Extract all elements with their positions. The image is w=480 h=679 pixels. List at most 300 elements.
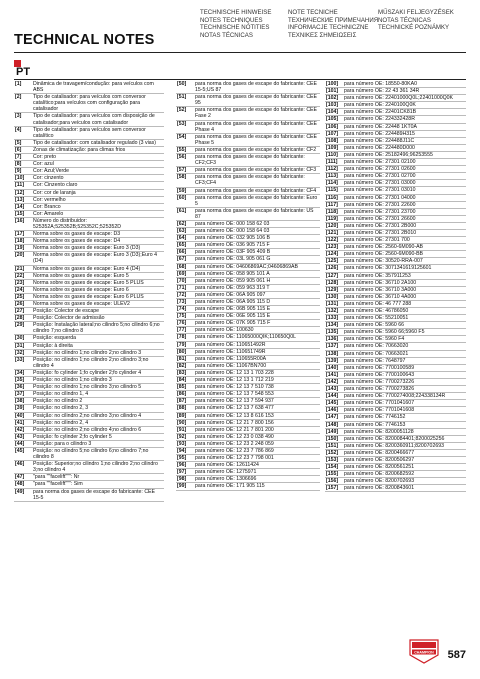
- note-text: para número OE: 171 905 115: [195, 483, 265, 490]
- note-number: [144]: [326, 393, 339, 400]
- note-number: [65]: [177, 242, 187, 249]
- note-text: para número OE: 8200843601: [344, 485, 415, 492]
- note-text: Posição: à direita: [33, 342, 73, 349]
- note-number: [67]: [177, 256, 187, 263]
- note-row: [325, 209, 466, 216]
- note-number: [82]: [177, 362, 187, 369]
- note-text: para número OE: 27301 2B000: [344, 222, 417, 229]
- note-text: para número OE: 000 158 62 03: [195, 220, 270, 227]
- note-text: Cor: Branco: [33, 203, 61, 210]
- note-text: para norma dos gases de escape do fabricante: CEE Phase 5: [195, 133, 317, 146]
- header-line: NOTES TECHNIQUES: [200, 16, 263, 24]
- note-row: [176, 264, 320, 271]
- note-text: para número OE: 7746152: [344, 414, 406, 421]
- note-number: [89]: [177, 412, 187, 419]
- note-number: [50]: [177, 81, 187, 87]
- note-text: para número OE: 110651492R: [195, 341, 266, 348]
- note-row: [176, 285, 320, 292]
- note-text: Posição: Colector de admissão: [33, 315, 105, 322]
- note-text: para número OE: 036 905 715 F: [195, 242, 270, 249]
- note-text: para norma dos gases de escape do fabricante: CEE 15-5;US 87: [195, 81, 317, 94]
- note-row: [14, 294, 164, 301]
- note-text: para número OE: 27301 03000: [344, 180, 416, 187]
- note-row: [176, 147, 320, 154]
- note-text: para norma dos gases de escape do fabricante: CF2: [195, 146, 317, 153]
- note-text: para número OE: 27301 23700: [344, 208, 416, 215]
- note-number: [115]: [326, 187, 338, 194]
- note-row: [14, 481, 164, 488]
- note-number: [111]: [326, 159, 338, 166]
- note-number: [55]: [177, 146, 187, 153]
- note-number: [125]: [326, 258, 339, 265]
- note-text: para número OE: 7746153: [344, 421, 406, 428]
- note-row: [176, 391, 320, 398]
- note-number: [85]: [177, 384, 187, 391]
- note-text: para número OE: 36710 2A100: [344, 279, 417, 286]
- note-number: [101]: [326, 88, 339, 95]
- note-row: [14, 343, 164, 350]
- note-text: para número OE: 27301 02700: [344, 173, 416, 180]
- note-row: [176, 420, 320, 427]
- note-number: [30]: [15, 335, 25, 342]
- note-number: [95]: [177, 455, 187, 462]
- note-text: para número OE: 058 905 101 A: [195, 270, 270, 277]
- note-number: [2]: [15, 94, 22, 101]
- note-text: para número OE: 46786050: [344, 308, 409, 314]
- note-text: Cor: Azul;Verde: [33, 168, 70, 175]
- note-number: [113]: [326, 173, 338, 180]
- note-text: para norma dos gases de escape do fabricante: CF3;CF4: [195, 174, 305, 187]
- note-text: para número OE: 7700273226: [344, 378, 415, 385]
- note-number: [84]: [177, 377, 187, 384]
- note-row: [14, 474, 164, 481]
- note-text: para número OE: 18550-80KA0: [344, 81, 417, 87]
- note-number: [148]: [326, 421, 339, 428]
- note-number: [15]: [15, 210, 25, 217]
- note-number: [157]: [326, 485, 339, 492]
- note-row: [14, 266, 164, 273]
- note-row: [325, 180, 466, 187]
- note-text: para número OE: 12 21 7 800 156: [195, 419, 274, 426]
- note-number: [109]: [326, 144, 339, 151]
- note-text: para número OE: 12 23 2 248 059: [195, 440, 274, 447]
- note-text: para número OE: 22401000Q0L;22401000Q0K: [344, 95, 454, 102]
- note-number: [18]: [15, 238, 25, 245]
- note-text: para número OE: 27301 700: [344, 237, 410, 244]
- note-row: [325, 365, 466, 372]
- note-row: [325, 301, 466, 308]
- note-number: [140]: [326, 364, 339, 371]
- note-row: [325, 329, 466, 336]
- note-number: [91]: [177, 426, 187, 433]
- note-text: Norma sobre os gases de escape: Euro 6 PLUS: [33, 293, 144, 300]
- note-row: [325, 265, 466, 272]
- note-row: [325, 372, 466, 379]
- note-number: [59]: [177, 187, 187, 194]
- note-row: [176, 195, 320, 208]
- note-text: para número OE: 8200682592: [344, 471, 415, 478]
- note-row: [14, 391, 164, 398]
- note-row: [14, 94, 164, 113]
- note-number: [124]: [326, 251, 339, 258]
- note-text: Posição: Colector de escape: [33, 308, 100, 315]
- note-row: [176, 427, 320, 434]
- note-number: [92]: [177, 433, 187, 440]
- note-row: [176, 256, 320, 263]
- note-number: [23]: [15, 279, 25, 286]
- note-row: [14, 231, 164, 238]
- note-row: [14, 287, 164, 294]
- note-text: Posição: fo cylinder 1;fo cylinder 2;fo cylinder 4: [33, 369, 142, 376]
- note-number: [136]: [326, 336, 339, 343]
- header-line: TECHNISCHE HINWEISE: [200, 9, 272, 16]
- note-text: para número OE: 100630: [195, 327, 254, 334]
- note-row: [325, 351, 466, 358]
- note-text: Dinâmica de travagem/condução: para veículos com ABS: [33, 81, 154, 94]
- note-row: [325, 195, 466, 202]
- note-text: para número OE: 06E 905 115 E: [195, 313, 271, 320]
- notes-column-1: [14, 81, 164, 502]
- note-row: [176, 235, 320, 242]
- note-number: [39]: [15, 405, 25, 412]
- language-code: PT: [16, 66, 31, 78]
- note-row: [176, 174, 320, 187]
- note-text: Norma sobre os gases de escape: ULEV2: [33, 301, 130, 307]
- page-title: TECHNICAL NOTES: [14, 32, 155, 48]
- note-text: para norma dos gases de escape do fabricante: US 87: [195, 207, 314, 220]
- note-text: para número OE: 8200702693: [344, 478, 415, 485]
- note-text: para norma dos gases de escape do fabricante: CF4: [195, 187, 317, 194]
- note-text: para número OE: 03F 905 409 B: [195, 249, 271, 256]
- note-row: [14, 441, 164, 448]
- note-number: [47]: [15, 474, 25, 481]
- note-row: [14, 301, 164, 308]
- note-number: [10]: [15, 175, 25, 182]
- note-text: para número OE: 27301 02100: [344, 159, 416, 166]
- note-number: [112]: [326, 166, 338, 173]
- note-text: para número OE: 12 13 7 510 738: [195, 384, 274, 391]
- note-row: [176, 476, 320, 483]
- note-number: [135]: [326, 329, 339, 336]
- note-row: [176, 221, 320, 228]
- note-row: [14, 147, 164, 154]
- note-row: [176, 121, 320, 134]
- note-number: [35]: [15, 377, 25, 384]
- note-number: [66]: [177, 249, 187, 256]
- note-text: para número OE: 12611424: [195, 462, 259, 469]
- note-text: para número OE: 224480D000: [344, 144, 415, 151]
- note-number: [126]: [326, 265, 339, 272]
- note-number: [81]: [177, 355, 187, 362]
- note-number: [105]: [326, 116, 339, 123]
- note-row: [325, 436, 466, 443]
- note-number: [100]: [326, 81, 339, 87]
- note-number: [94]: [177, 447, 187, 454]
- note-row: [325, 393, 466, 400]
- note-text: para número OE: 11067BN700: [195, 362, 267, 369]
- note-text: para número OE: 07K 905 715 F: [195, 320, 271, 327]
- note-text: para número OE: 224488J11C: [344, 137, 415, 144]
- note-number: [93]: [177, 440, 187, 447]
- note-text: para número OE: 55210051: [344, 315, 409, 322]
- note-number: [153]: [326, 456, 339, 463]
- note-number: [7]: [15, 154, 22, 161]
- note-number: [31]: [15, 342, 25, 349]
- note-number: [54]: [177, 133, 187, 140]
- note-number: [45]: [15, 447, 25, 454]
- note-row: [325, 443, 466, 450]
- note-number: [64]: [177, 235, 187, 242]
- note-number: [122]: [326, 237, 339, 244]
- note-number: [97]: [177, 469, 187, 476]
- header-col-2: [288, 9, 378, 39]
- note-text: Posição: no cilindro 1, 4: [33, 391, 89, 398]
- note-text: para número OE: 36710 3A000: [344, 286, 417, 293]
- note-text: para número OE: 36710 4A000: [344, 293, 417, 300]
- note-number: [33]: [15, 356, 25, 363]
- note-number: [28]: [15, 315, 25, 322]
- note-number: [12]: [15, 189, 25, 196]
- note-row: [325, 131, 466, 138]
- note-number: [49]: [15, 488, 25, 495]
- note-row: [14, 335, 164, 342]
- note-number: [156]: [326, 478, 339, 485]
- note-text: Norma sobre os gases de escape: Euro 3 (D3): [33, 245, 141, 252]
- note-number: [103]: [326, 102, 339, 109]
- note-text: para número OE: 7700274008;224338134R: [344, 393, 446, 400]
- note-number: [41]: [15, 419, 25, 426]
- note-row: [325, 251, 466, 258]
- note-row: [14, 161, 164, 168]
- note-text: Norma sobre os gases de escape: Euro 4 (D4): [33, 265, 141, 272]
- note-row: [14, 190, 164, 197]
- note-text: para número OE: 357911253: [344, 272, 411, 279]
- note-number: [60]: [177, 194, 187, 201]
- note-number: [114]: [326, 180, 338, 187]
- note-number: [80]: [177, 348, 187, 355]
- note-text: para número OE: 04606869AC;04606869AB: [195, 263, 298, 270]
- note-row: [176, 377, 320, 384]
- note-row: [176, 327, 320, 334]
- note-number: [155]: [326, 471, 339, 478]
- note-text: Tipo de catalisador: para veículos com conversor catalítico;para veículos com configuração para catalisador: [33, 94, 146, 113]
- note-number: [20]: [15, 252, 25, 259]
- note-number: [131]: [326, 300, 339, 307]
- note-number: [147]: [326, 414, 339, 421]
- note-row: [14, 182, 164, 189]
- note-number: [96]: [177, 462, 187, 469]
- note-row: [325, 400, 466, 407]
- header-line: MŰSZAKI FELJEGYZÉSEK: [378, 9, 454, 16]
- note-text: Cor: azul: [33, 161, 54, 168]
- note-text: para número OE: 7700100643: [344, 371, 415, 378]
- note-row: [14, 322, 164, 335]
- note-row: [325, 336, 466, 343]
- note-number: [25]: [15, 293, 25, 300]
- note-number: [98]: [177, 476, 187, 483]
- note-number: [68]: [177, 263, 187, 270]
- note-row: [176, 134, 320, 147]
- note-row: [325, 379, 466, 386]
- note-row: [176, 81, 320, 94]
- note-text: para número OE: 12 13 1 703 228: [195, 369, 274, 376]
- note-row: [325, 280, 466, 287]
- note-row: [14, 413, 164, 420]
- note-number: [27]: [15, 308, 25, 315]
- note-text: para número OE: 46 777 288: [344, 300, 412, 307]
- note-number: [71]: [177, 284, 187, 291]
- note-row: [176, 342, 320, 349]
- note-number: [63]: [177, 228, 187, 235]
- note-text: para número OE: 70663021: [344, 350, 409, 357]
- note-number: [127]: [326, 272, 339, 279]
- note-text: para número OE: 7700273826: [344, 386, 415, 393]
- note-number: [14]: [15, 203, 25, 210]
- note-row: [14, 168, 164, 175]
- note-text: Tipo de catalisador: para veículos sem conversor catalítico: [33, 126, 146, 139]
- note-row: [14, 218, 164, 231]
- note-row: [176, 94, 320, 107]
- note-number: [44]: [15, 440, 25, 447]
- note-row: [14, 489, 164, 502]
- note-text: para número OE: 110655R00A: [195, 355, 267, 362]
- note-number: [146]: [326, 407, 339, 414]
- note-text: Posição: Instalação lateral;no cilindro 5;no cilindro 6;no cilindro 7;no cilindro 8: [33, 322, 160, 335]
- note-row: [325, 294, 466, 301]
- note-row: [14, 398, 164, 405]
- note-number: [32]: [15, 349, 25, 356]
- note-row: [325, 287, 466, 294]
- header-line: INFORMACJE TECHNICZNE: [288, 24, 369, 32]
- note-text: para número OE: 22 43 361 34R: [344, 88, 420, 95]
- note-text: para número OE: 12 21 7 801 200: [195, 426, 274, 433]
- note-text: Posição: no cilindro 1;no cilindro 3;no cilindro 5: [33, 384, 142, 391]
- note-number: [37]: [15, 391, 25, 398]
- note-row: [176, 356, 320, 363]
- note-row: [325, 407, 466, 414]
- note-text: Norma sobre os gases de escape: D3: [33, 231, 121, 238]
- note-row: [325, 166, 466, 173]
- note-row: [14, 252, 164, 265]
- note-number: [149]: [326, 428, 339, 435]
- note-row: [325, 102, 466, 109]
- note-text: para número OE: 000 158 64 03: [195, 228, 270, 235]
- note-number: [11]: [15, 182, 24, 189]
- note-text: para número OE: 06B 905 115 E: [195, 306, 271, 313]
- note-number: [56]: [177, 154, 187, 161]
- note-text: para número OE: 2560-6M090-AB: [344, 244, 424, 251]
- note-text: Posição: para o cilindro 3: [33, 440, 92, 447]
- note-row: [176, 384, 320, 391]
- note-number: [83]: [177, 369, 187, 376]
- note-row: [325, 471, 466, 478]
- note-text: Posição: no cilindro 1;no cilindro 2;no cilindro 3;no cilindro 4: [33, 356, 149, 369]
- note-row: [325, 159, 466, 166]
- note-row: [176, 405, 320, 412]
- note-row: [176, 208, 320, 221]
- note-row: [325, 422, 466, 429]
- note-number: [6]: [15, 146, 22, 153]
- note-row: [14, 81, 164, 94]
- note-row: [14, 204, 164, 211]
- note-row: [14, 434, 164, 441]
- note-text: para número OE: 22401CK81B: [344, 109, 417, 116]
- note-number: [43]: [15, 433, 25, 440]
- note-number: [17]: [15, 231, 25, 238]
- note-number: [58]: [177, 174, 187, 181]
- note-row: [176, 462, 320, 469]
- note-row: [325, 88, 466, 95]
- note-number: [69]: [177, 270, 187, 277]
- title-divider: [14, 52, 466, 53]
- note-text: Posição: no cilindro 2: [33, 398, 83, 405]
- note-text: para número OE: 06A 905 115 D: [195, 299, 271, 305]
- note-row: [325, 95, 466, 102]
- note-number: [73]: [177, 299, 187, 305]
- note-text: Posição: Superior;no cilindro 1;no cilindro 2;no cilindro 3;no cilindro 4: [33, 461, 158, 474]
- note-text: para número OE: 12 23 0 038 490: [195, 433, 274, 440]
- note-text: Zonas de climatização: para climas frios: [33, 146, 126, 153]
- note-row: [176, 413, 320, 420]
- note-text: Posição: no cilindro 1;no cilindro 3: [33, 377, 112, 384]
- note-text: Norma sobre os gases de escape: Euro 5: [33, 272, 129, 279]
- note-number: [8]: [15, 161, 22, 168]
- note-text: para número OE: 224489H315: [344, 130, 415, 137]
- note-text: para número OE: 7701041608: [344, 407, 415, 414]
- note-number: [76]: [177, 320, 187, 327]
- note-number: [143]: [326, 386, 339, 393]
- note-number: [110]: [326, 151, 338, 158]
- note-number: [74]: [177, 306, 187, 313]
- note-number: [48]: [15, 481, 25, 488]
- note-number: [53]: [177, 120, 187, 127]
- note-row: [325, 81, 466, 88]
- note-row: [176, 434, 320, 441]
- note-number: [77]: [177, 327, 187, 334]
- note-text: para número OE: 8200466677: [344, 449, 415, 456]
- note-number: [132]: [326, 308, 339, 314]
- note-row: [176, 441, 320, 448]
- note-text: para norma dos gases de escape do fabricante: CF3: [195, 167, 317, 174]
- note-row: [325, 173, 466, 180]
- note-text: para número OE: 27301 02600: [344, 166, 416, 173]
- note-number: [99]: [177, 483, 187, 490]
- note-number: [16]: [15, 217, 25, 224]
- note-text: para número OE: 5960 F4: [344, 336, 405, 343]
- note-text: para número OE: 8200360911;8200702693: [344, 442, 444, 449]
- note-text: Norma sobre os gases de escape: Euro 6: [33, 286, 129, 293]
- note-number: [61]: [177, 207, 187, 214]
- note-row: [325, 273, 466, 280]
- note-number: [104]: [326, 109, 339, 116]
- note-row: [176, 349, 320, 356]
- note-row: [325, 152, 466, 159]
- header-line: NOTAS TÉCNICAS: [200, 31, 253, 39]
- note-row: [14, 127, 164, 140]
- note-row: [325, 237, 466, 244]
- note-number: [87]: [177, 398, 187, 405]
- note-text: para número OE: 11065000QIK;110650Q0L: [195, 334, 297, 341]
- note-row: [14, 370, 164, 377]
- note-text: para número OE: 27301 04000: [344, 194, 416, 201]
- note-text: para norma dos gases de escape do fabricante: Euro 5: [195, 194, 318, 207]
- note-number: [137]: [326, 343, 339, 350]
- note-text: para número OE: 06A 905 097: [195, 291, 266, 298]
- note-number: [151]: [326, 442, 339, 449]
- note-row: [176, 278, 320, 285]
- note-text: Cor: cor de laranja: [33, 189, 76, 196]
- note-text: para número OE: 12 13 1 712 219: [195, 377, 274, 384]
